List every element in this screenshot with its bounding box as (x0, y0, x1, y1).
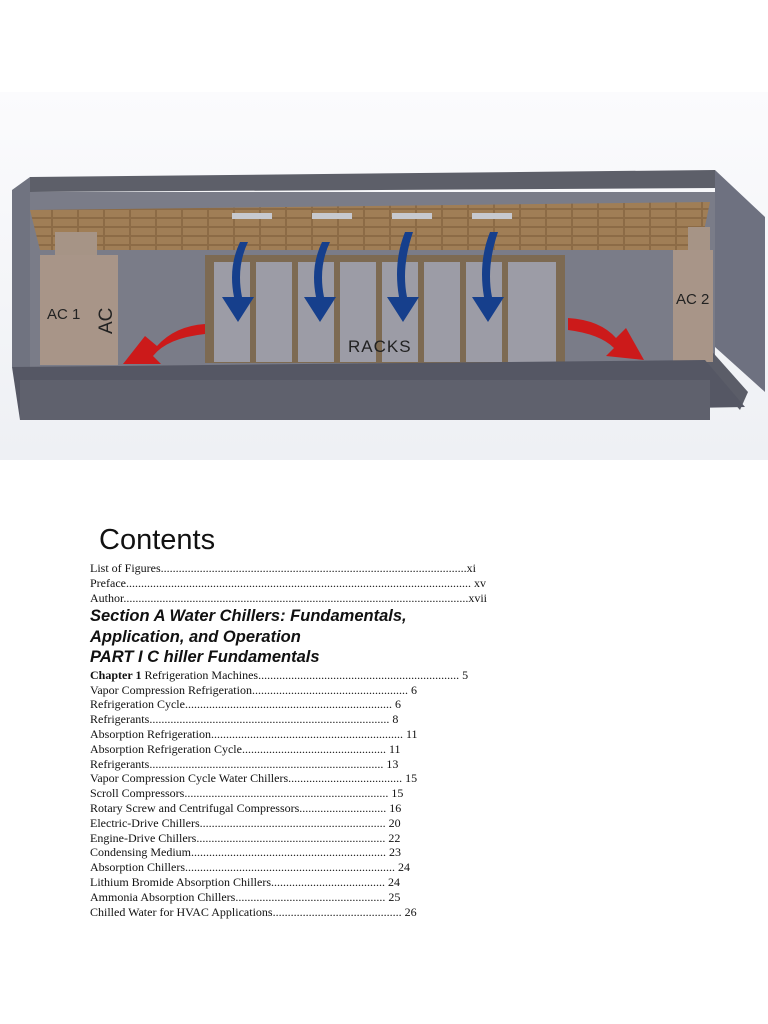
entry-page: 6 (407, 682, 417, 697)
entry-page: 25 (385, 889, 401, 904)
toc-entry[interactable] (90, 905, 510, 920)
data-center-airflow-figure (0, 92, 768, 460)
entry-page: 24 (385, 875, 400, 890)
entry-dots: ................................................................................ (149, 712, 390, 727)
entry-label: Preface (90, 575, 126, 590)
toc-entry[interactable] (90, 890, 510, 905)
section-a-heading-line2: Application, and Operation (90, 627, 301, 646)
entry-label: Refrigeration Cycle (90, 697, 185, 712)
entry-page: 22 (385, 830, 401, 845)
entry-dots: ...................................... (288, 771, 403, 786)
toc-entry[interactable] (90, 757, 510, 772)
chapter-prefix: Chapter 1 (90, 667, 142, 682)
contents-title: Contents (99, 524, 216, 556)
entry-label: Absorption Refrigeration Cycle (90, 741, 242, 756)
entry-label: Chilled Water for HVAC Applications (90, 904, 273, 919)
entry-dots: .............................................................. (199, 815, 386, 830)
toc-entry[interactable] (90, 816, 510, 831)
entry-page: 8 (389, 712, 399, 727)
toc-entry[interactable] (90, 875, 510, 890)
left-wall (12, 177, 30, 372)
entry-label: Refrigeration Machines (141, 667, 259, 682)
entry-dots: .................................................. (235, 889, 386, 904)
entry-label: Absorption Chillers (90, 860, 185, 875)
entry-page: xi (466, 561, 477, 575)
entry-label: List of Figures (90, 561, 161, 575)
entry-label: Engine-Drive Chillers (90, 830, 197, 845)
entry-page: 15 (388, 786, 404, 801)
entry-dots: ...................................... (271, 875, 385, 890)
section-a-heading-line1: Section A Water Chillers: Fundamentals, (90, 607, 407, 626)
toc-entry[interactable] (90, 727, 510, 742)
entry-label: Refrigerants (90, 712, 150, 727)
entry-label: Lithium Bromide Absorption Chillers (90, 875, 271, 890)
entry-page: 24 (395, 860, 410, 875)
airflow-diagram (0, 92, 768, 460)
entry-dots: ................................................................ (210, 727, 403, 742)
entry-dots: .............................................................................. (149, 756, 384, 771)
entry-label: Rotary Screw and Centrifugal Compressors (90, 801, 300, 816)
entry-page: 23 (386, 845, 401, 860)
entry-dots: ................................................................. (191, 845, 386, 860)
ceiling-vent-3 (392, 213, 432, 219)
entry-label: Scroll Compressors (90, 786, 185, 801)
entry-dots: ..................................................................... (184, 697, 392, 712)
entry-label: Absorption Refrigeration (90, 727, 211, 742)
entry-label: Author (90, 590, 124, 605)
toc-entry[interactable] (90, 697, 510, 712)
toc-entry[interactable] (90, 786, 510, 801)
toc-entry-list-of-figures[interactable] (90, 561, 510, 576)
toc-entry[interactable] (90, 860, 510, 875)
entry-page: 11 (385, 741, 401, 756)
entry-page: 20 (385, 815, 401, 830)
ceiling-vent-2 (312, 213, 352, 219)
entry-label: Electric-Drive Chillers (90, 815, 200, 830)
entry-page: 6 (391, 697, 401, 712)
ac1-label: AC 1 (47, 306, 81, 323)
entry-page: 11 (402, 727, 418, 742)
entry-page: 26 (401, 904, 417, 919)
entry-label: Vapor Compression Refrigeration (90, 682, 252, 697)
front-wall (20, 380, 710, 420)
entry-dots: .................................................... (251, 682, 408, 697)
entry-label: Vapor Compression Cycle Water Chillers (90, 771, 289, 786)
entry-page: xvii (468, 590, 488, 605)
entry-page: 15 (402, 771, 418, 786)
entry-dots: ................................................................... (258, 667, 460, 682)
table-of-contents (90, 522, 510, 919)
entry-dots: ............................. (299, 801, 387, 816)
ceiling-vent-4 (472, 213, 512, 219)
entry-page: 16 (386, 801, 402, 816)
toc-entry[interactable] (90, 771, 510, 786)
entry-dots: ...................................................................... (185, 860, 395, 875)
entry-dots: ...................................................................................................... (160, 561, 467, 575)
toc-entry-chapter-1[interactable] (90, 668, 510, 683)
entry-dots: ............................................................... (196, 830, 386, 845)
entry-label: Condensing Medium (90, 845, 191, 860)
ac1-top (55, 232, 97, 257)
ceiling-tiles (30, 202, 710, 250)
entry-dots: ................................................................................................................... (123, 590, 469, 605)
toc-entry[interactable] (90, 712, 510, 727)
part-i-heading: PART I C hiller Fundamentals (90, 648, 320, 667)
entry-dots: ........................................... (272, 904, 402, 919)
toc-entry[interactable] (90, 845, 510, 860)
toc-entry-author[interactable] (90, 591, 510, 606)
ac2-label: AC 2 (676, 291, 710, 308)
entry-page: xv (470, 575, 486, 590)
entry-page: 13 (383, 756, 399, 771)
racks-label: RACKS (348, 337, 412, 356)
toc-entry[interactable] (90, 801, 510, 816)
entry-dots: ................................................................................................................... (125, 575, 471, 590)
ac1-vertical-label: AC (96, 307, 117, 334)
entry-label: Refrigerants (90, 756, 150, 771)
entry-dots: .................................................................... (184, 786, 389, 801)
toc-entry[interactable] (90, 742, 510, 757)
toc-entry[interactable] (90, 683, 510, 698)
toc-entry[interactable] (90, 831, 510, 846)
entry-label: Ammonia Absorption Chillers (90, 889, 236, 904)
entry-page: 5 (459, 667, 469, 682)
ac2-top (688, 227, 710, 252)
toc-entry-preface[interactable] (90, 576, 510, 591)
entry-dots: ................................................ (241, 741, 386, 756)
ceiling-vent-1 (232, 213, 272, 219)
